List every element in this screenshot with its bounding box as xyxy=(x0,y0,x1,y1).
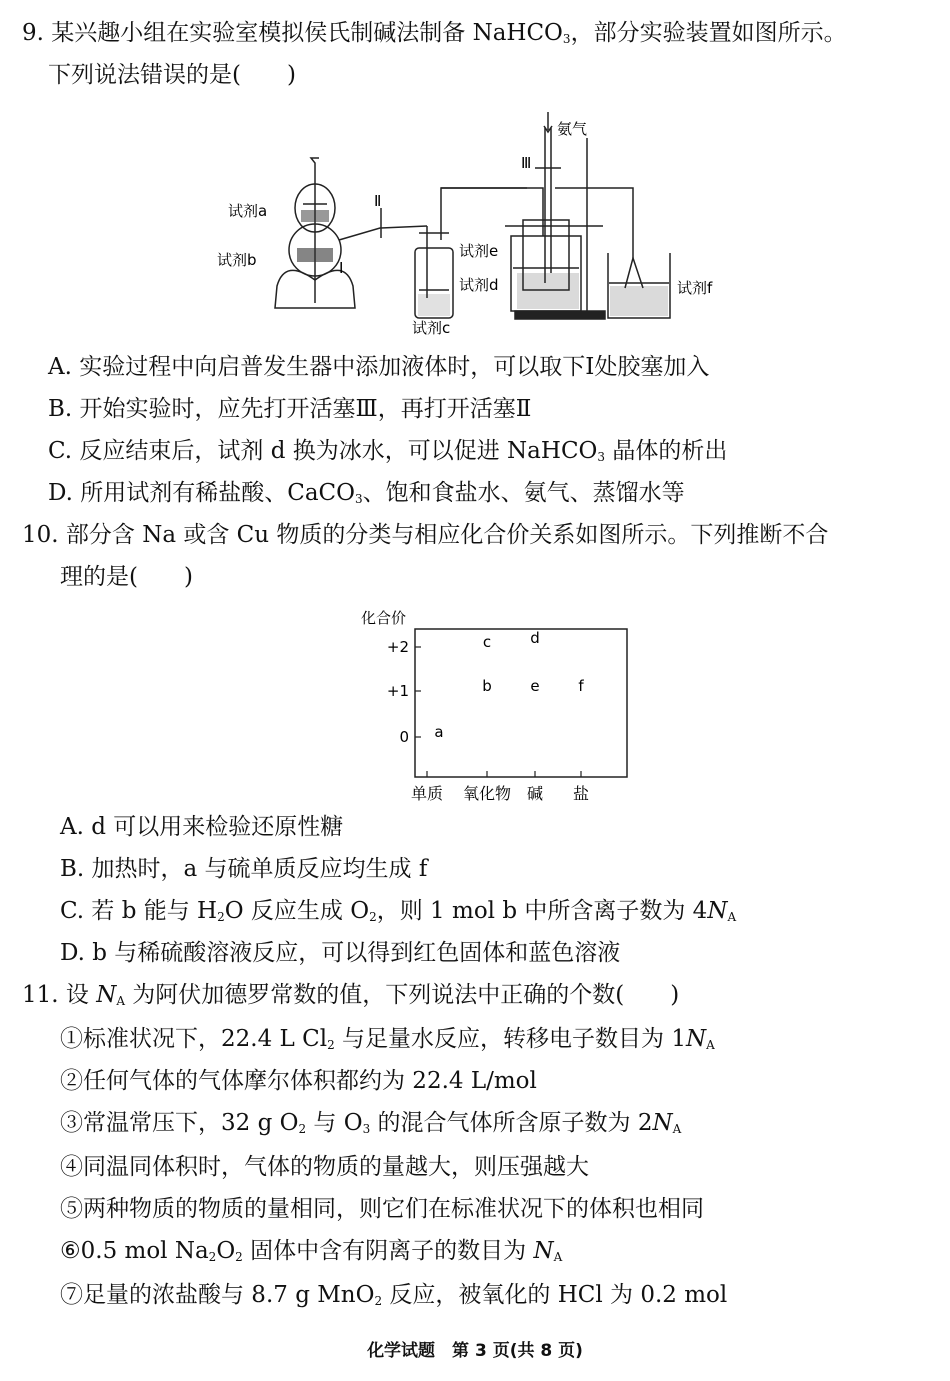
q9-apparatus-figure xyxy=(205,108,745,340)
x-tick-label: 碱 xyxy=(526,784,544,803)
chart-ylabel: 化合价 xyxy=(361,609,407,627)
q11-item-3: ③常温常压下，32 g $O_2$ 与 $O_3$ 的混合气体所含原子数为 $2N_A$ xyxy=(60,1110,682,1136)
q9-option-c: C. 反应结束后，试剂 d 换为冰水，可以促进 NaHCO$_3$ 晶体的析出 xyxy=(48,438,728,464)
q11-item-2: ②任何气体的气体摩尔体积都约为 22.4 L/mol xyxy=(60,1068,537,1094)
label-ammonia: 氨气 xyxy=(557,120,588,138)
point-c: c xyxy=(482,633,492,651)
q10-valence-chart xyxy=(355,603,645,808)
q11-stem: 11. 设 $N_A$ 为阿伏加德罗常数的值，下列说法中正确的个数( ) xyxy=(22,982,680,1008)
label-valve-2: Ⅱ xyxy=(374,192,382,210)
q10-option-d: D. b 与稀硫酸溶液反应，可以得到红色固体和蓝色溶液 xyxy=(60,940,621,966)
chart-frame xyxy=(415,629,627,777)
label-reagent-e: 试剂e xyxy=(459,242,499,260)
q9-option-d: D. 所用试剂有稀盐酸、CaCO$_3$、饱和食盐水、氨气、蒸馏水等 xyxy=(48,480,685,506)
q10-option-b: B. 加热时，a 与硫单质反应均生成 f xyxy=(60,856,428,882)
q11-item-5: ⑤两种物质的物质的量相同，则它们在标准状况下的体积也相同 xyxy=(60,1196,704,1222)
label-valve-3: Ⅲ xyxy=(521,154,532,172)
point-e: e xyxy=(530,677,540,695)
label-reagent-d: 试剂d xyxy=(459,276,499,294)
q10-stem-line1: 10. 部分含 Na 或含 Cu 物质的分类与相应化合价关系如图所示。下列推断不合 xyxy=(22,522,829,548)
q11-item-6: ⑥0.5 mol $Na_2O_2$ 固体中含有阴离子的数目为 $N_A$ xyxy=(60,1238,563,1264)
q10-stem-line2: 理的是( ) xyxy=(60,564,193,590)
y-tick-label: 0 xyxy=(399,728,409,746)
x-tick-label: 单质 xyxy=(410,784,444,803)
q10-option-a: A. d 可以用来检验还原性糖 xyxy=(60,814,344,840)
q10-option-c: C. 若 b 能与 $H_2O$ 反应生成 $O_2$，则 1 mol b 中所含离子数为 $4N_A$ xyxy=(60,898,737,924)
y-tick-label: +1 xyxy=(386,682,409,700)
label-reagent-a: 试剂a xyxy=(228,202,268,220)
q9-stem-line1: 9. 某兴趣小组在实验室模拟侯氏制碱法制备 NaHCO$_3$，部分实验装置如图所示。 xyxy=(22,20,847,46)
point-f: f xyxy=(578,677,584,695)
point-d: d xyxy=(530,629,540,647)
q11-item-4: ④同温同体积时，气体的物质的量越大，则压强越大 xyxy=(60,1154,589,1180)
q11-item-7: ⑦足量的浓盐酸与 8.7 g MnO$_2$ 反应，被氧化的 HCl 为 0.2 mol xyxy=(60,1282,728,1308)
q11-item-1: ①标准状况下，22.4 L $Cl_2$ 与足量水反应，转移电子数目为 $1N_A$ xyxy=(60,1026,715,1052)
point-a: a xyxy=(434,723,444,741)
label-plug-1: Ⅰ xyxy=(339,259,344,277)
point-b: b xyxy=(482,677,492,695)
y-tick-label: +2 xyxy=(386,638,409,656)
q9-option-b: B. 开始实验时，应先打开活塞Ⅲ，再打开活塞Ⅱ xyxy=(48,396,532,422)
label-reagent-f: 试剂f xyxy=(677,279,713,297)
label-reagent-b: 试剂b xyxy=(217,251,257,269)
x-tick-label: 盐 xyxy=(572,784,590,803)
q9-stem-line2: 下列说法错误的是( ) xyxy=(48,62,296,88)
page-footer: 化学试题 第 3 页(共 8 页) xyxy=(367,1341,583,1361)
x-tick-label: 氧化物 xyxy=(462,784,512,803)
q9-option-a: A. 实验过程中向启普发生器中添加液体时，可以取下Ⅰ处胶塞加入 xyxy=(48,354,710,380)
label-reagent-c: 试剂c xyxy=(412,319,451,337)
